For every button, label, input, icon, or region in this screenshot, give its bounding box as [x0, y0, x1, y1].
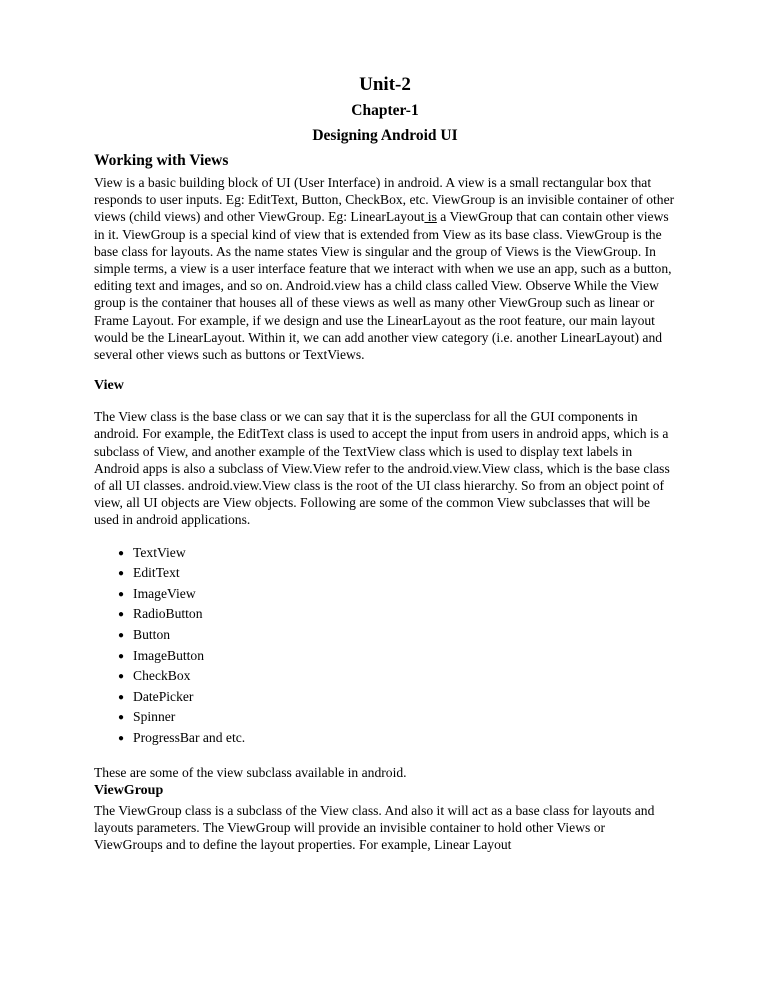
doc-topic: Designing Android UI — [312, 127, 458, 144]
view-subclass-list — [94, 544, 676, 750]
paragraph-working-with-views — [94, 174, 676, 363]
list-item-imageview: ● ImageView — [118, 585, 676, 606]
paragraph-view: The View class is the base class or we can say that it is the superclass for all the GUI components in android. For example, the EditText class is used to accept the input from users in android apps, which is a subclass of View, and another example of the TextView class which is used to display text labels in Android apps is also a subclass of View.View refer to the android.view.View class, which is the base class of all UI classes. android.view.View class is the root of the UI class hierarchy. So from an object point of view, all UI objects are View objects. Following are some of the common View subclasses that will be used in android applications. — [94, 409, 670, 528]
section-heading-working-with-views: Working with Views — [94, 152, 229, 169]
underlined-text: is — [424, 209, 437, 225]
paragraph-text-after: a ViewGroup that can contain other views in it. ViewGroup is a special kind of view that is extended from View as its base class. ViewGroup is the base class for layouts. As the name states View is singular and the group of Views is the ViewGroup. In simple terms, a view is a user interface feature that we interact with when we use an app, such as a button, editing text and images, and so on. Android.view has a child class called View. Observe While the View group is the container that houses all of these views as well as many other ViewGroup such as linear or Frame Layout. For example, if we design and use the LinearLayout as the root feature, our main layout would be the LinearLayout. Within it, we can add another view category (i.e. another LinearLayout) and several other views such as buttons or TextViews. — [94, 209, 672, 363]
doc-title: Unit-2 — [359, 74, 411, 95]
list-item-spinner: ● Spinner — [118, 708, 676, 729]
list-item-button: ● Button — [118, 626, 676, 647]
paragraph-viewgroup: The ViewGroup class is a subclass of the View class. And also it will act as a base class for layouts and layouts parameters. The ViewGroup will provide an invisible container to hold other Views or ViewGroups and to define the layout properties. For example, Linear Layout — [94, 802, 655, 853]
section-heading-view: View — [94, 378, 124, 394]
list-item-radiobutton: ● RadioButton — [118, 605, 676, 626]
list-item-progressbar: ● ProgressBar and etc. — [118, 729, 676, 750]
list-item-datepicker: ● DatePicker — [118, 688, 676, 709]
list-item-checkbox: ● CheckBox — [118, 667, 676, 688]
list-item-textview: ● TextView — [118, 544, 676, 565]
list-item-edittext: ● EditText — [118, 564, 676, 585]
doc-chapter: Chapter-1 — [351, 102, 419, 119]
paragraph-text-before: View is a basic building block of UI (User Interface) in android. A view is a small rectangular box that responds to user inputs. Eg: EditText, Button, CheckBox, etc. ViewGroup is an invisible container of other views (child views) and other ViewGroup. Eg: LinearLayout — [94, 175, 675, 225]
section-heading-viewgroup: ViewGroup — [94, 782, 164, 798]
list-item-imagebutton: ● ImageButton — [118, 647, 676, 668]
paragraph-subclass-note: These are some of the view subclass available in android. — [94, 764, 407, 780]
